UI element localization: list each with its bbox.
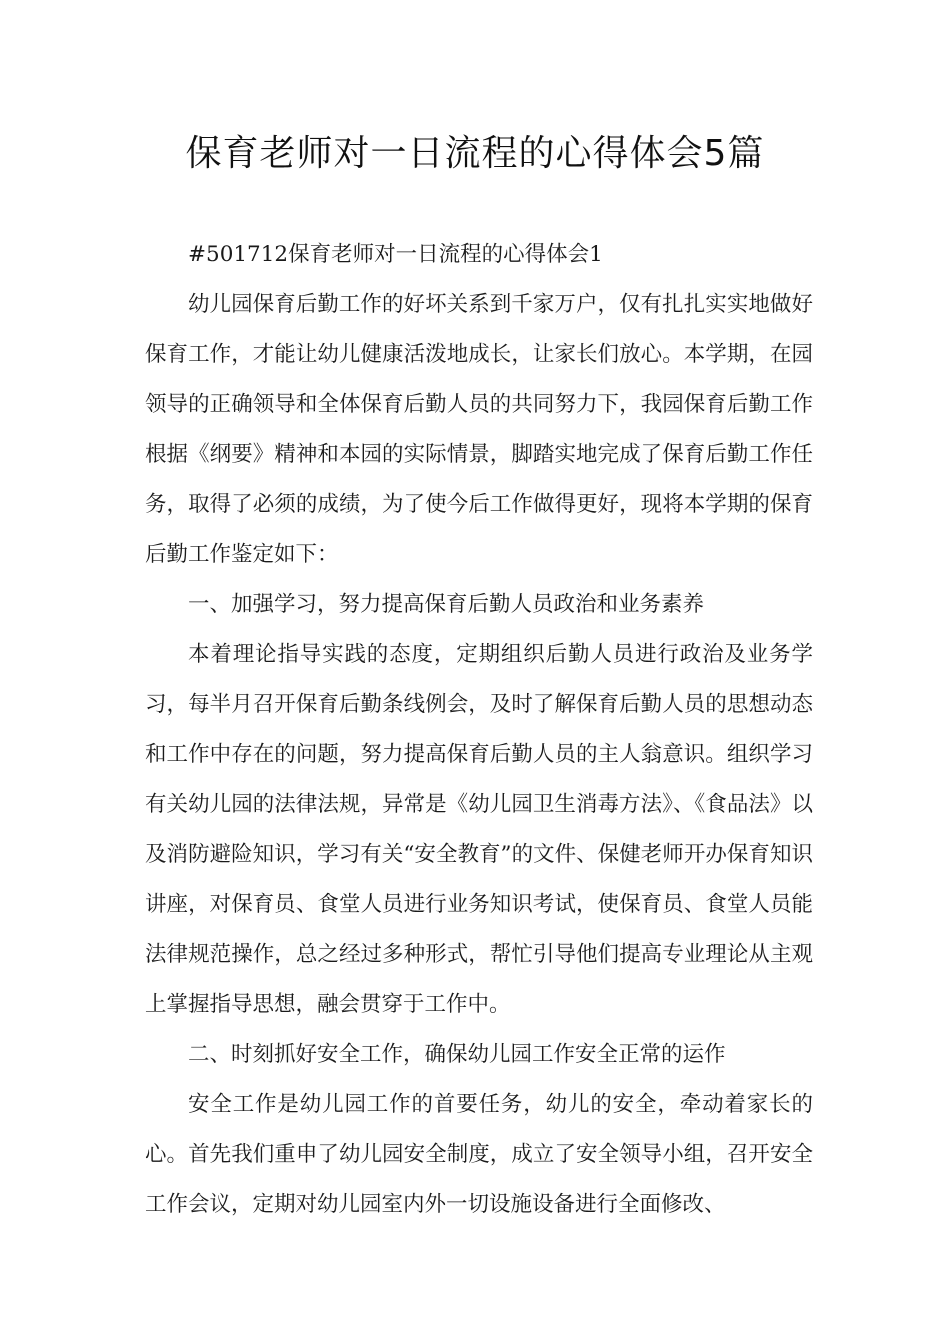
document-body — [145, 230, 813, 1230]
paragraph-intro: 幼儿园保育后勤工作的好坏关系到千家万户，仅有扎扎实实地做好保育工作，才能让幼儿健康活泼地成长，让家长们放心。本学期，在园领导的正确领导和全体保育后勤人员的共同努力下，我园保育后勤工作根据《纲要》精神和本园的实际情景，脚踏实地完成了保育后勤工作任务，取得了必须的成绩，为了使今后工作做得更好，现将本学期的保育后勤工作鉴定如下： — [145, 292, 813, 567]
paragraph-safety: 安全工作是幼儿园工作的首要任务，幼儿的安全，牵动着家长的心。首先我们重申了幼儿园安全制度，成立了安全领导小组，召开安全工作会议，定期对幼儿园室内外一切设施设备进行全面修改、 — [145, 1092, 813, 1217]
paragraph-study: 本着理论指导实践的态度，定期组织后勤人员进行政治及业务学习，每半月召开保育后勤条线例会，及时了解保育后勤人员的思想动态和工作中存在的问题，努力提高保育后勤人员的主人翁意识。组织学习有关幼儿园的法律法规，异常是《幼儿园卫生消毒方法》、《食品法》以及消防避险知识，学习有关“安全教育”的文件、保健老师开办保育知识讲座，对保育员、食堂人员进行业务知识考试，使保育员、食堂人员能法律规范操作，总之经过多种形式，帮忙引导他们提高专业理论从主观上掌握指导思想，融会贯穿于工作中。 — [145, 642, 813, 1017]
section-subtitle: #501712保育老师对一日流程的心得体会1 — [188, 242, 603, 267]
document-title: 保育老师对一日流程的心得体会5篇 — [185, 133, 765, 174]
section-heading-2: 二、时刻抓好安全工作，确保幼儿园工作安全正常的运作 — [188, 1042, 726, 1067]
section-heading-1: 一、加强学习，努力提高保育后勤人员政治和业务素养 — [188, 592, 705, 617]
